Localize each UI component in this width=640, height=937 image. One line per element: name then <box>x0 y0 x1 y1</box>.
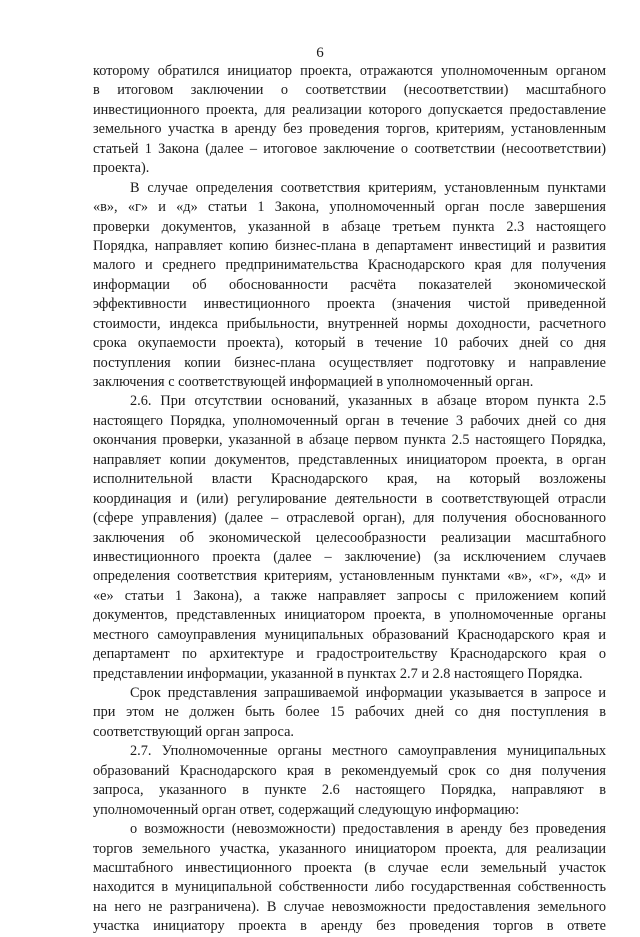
text-line: определения соответствия критериям, установленным пунктами «в», «г», «д» и <box>93 568 606 585</box>
text-line: 2.7. Уполномоченные органы местного самоуправления муниципальных <box>130 743 606 760</box>
text-line: запроса, указанного в пункте 2.6 настоящего Порядка, направляют в <box>93 782 606 799</box>
text-line: Срок представления запрашиваемой информации указывается в запросе и <box>130 685 606 701</box>
text-line: при этом не должен быть более 15 рабочих дней со дня поступления в <box>93 704 606 721</box>
text-line: направляет копии документов, представленных инициатором проекта, в орган <box>93 451 606 468</box>
text-line: находится в муниципальной собственности либо государственная собственность <box>93 879 606 896</box>
text-line: участка инициатору проекта в аренду без проведения торгов в ответе <box>93 918 606 935</box>
text-line: образований Краснодарского края в рекомендуемый срок со дня получения <box>93 762 606 779</box>
text-line: поступления копии бизнес-плана осуществляет подготовку и направление <box>93 354 606 371</box>
text-line: 2.6. При отсутствии оснований, указанных в абзаце втором пункта 2.5 <box>130 393 606 410</box>
text-line: (сфере управления) (далее – отраслевой орган), для получения обоснованного <box>93 510 606 527</box>
text-line: Порядка, направляет копию бизнес-плана в департамент инвестиций и развития <box>93 237 606 254</box>
text-line: настоящего Порядка, уполномоченный орган в течение 3 рабочих дней со дня <box>93 412 606 429</box>
text-line: проекта). <box>93 160 150 177</box>
text-line: проверки документов, указанной в абзаце третьем пункта 2.3 настоящего <box>93 218 606 235</box>
text-line: статьей 1 Закона (далее – итоговое заключение о соответствии (несоответствии) <box>93 140 606 157</box>
text-line: окончания проверки, указанной в абзаце первом пункта 2.5 настоящего Порядка, <box>93 432 606 449</box>
text-line: уполномоченный орган ответ, содержащий следующую информацию: <box>93 801 520 818</box>
text-line: информации об обоснованности расчёта показателей экономической <box>93 276 606 293</box>
text-line: «в», «г» и «д» статьи 1 Закона, уполномоченный орган после завершения <box>93 199 606 216</box>
text-line: инвестиционного проекта, для реализации которого допускается предоставление <box>93 101 606 118</box>
text-line: департамент по архитектуре и градостроительству Краснодарского края о <box>93 646 606 663</box>
text-line: В случае определения соответствия критериям, установленным пунктами <box>130 179 606 196</box>
text-line: представлении информации, указанной в пунктах 2.7 и 2.8 настоящего Порядка. <box>93 665 583 682</box>
text-line: заключения с соответствующей информацией в уполномоченный орган. <box>93 374 534 390</box>
text-line: заключения об экономической целесообразности реализации масштабного <box>93 529 606 546</box>
text-line: «е» статьи 1 Закона), а также направляет запросы с приложением копий <box>93 587 606 604</box>
text-line: местного самоуправления муниципальных образований Краснодарского края и <box>93 626 606 643</box>
text-line: в итоговом заключении о соответствии (несоответствии) масштабного <box>93 82 606 99</box>
text-line: земельного участка в аренду без проведения торгов, критериям, установленным <box>93 121 606 138</box>
text-line: на него не разграничена). В случае невозможности предоставления земельного <box>93 898 606 915</box>
text-line: которому обратился инициатор проекта, отражаются уполномоченным органом <box>93 63 606 79</box>
text-line: торгов земельного участка, указанного инициатором проекта, для реализации <box>93 840 606 857</box>
text-line: малого и среднего предпринимательства Краснодарского края для получения <box>93 257 606 274</box>
text-line: координация и (или) регулирование деятельности в соответствующей отрасли <box>93 490 606 507</box>
text-line: документов, представленных инициатором проекта, в уполномоченные органы <box>93 607 606 624</box>
text-line: стоимости, индекса прибыльности, внутренней нормы доходности, расчетного <box>93 315 606 332</box>
text-line: исполнительной власти Краснодарского края, на который возложены <box>93 471 606 488</box>
document-body <box>93 62 606 937</box>
text-line: масштабного инвестиционного проекта (в случае если земельный участок <box>93 859 606 876</box>
text-line: эффективности инвестиционного проекта (значения чистой приведенной <box>93 296 606 313</box>
text-line: о возможности (невозможности) предоставления в аренду без проведения <box>130 821 606 838</box>
text-line: соответствующий орган запроса. <box>93 723 294 740</box>
text-line: инвестиционного проекта (далее – заключение) (за исключением случаев <box>93 548 606 565</box>
page-number: 6 <box>316 45 324 61</box>
text-line: срока окупаемости проекта), который в течение 10 рабочих дней со дня <box>93 335 606 352</box>
